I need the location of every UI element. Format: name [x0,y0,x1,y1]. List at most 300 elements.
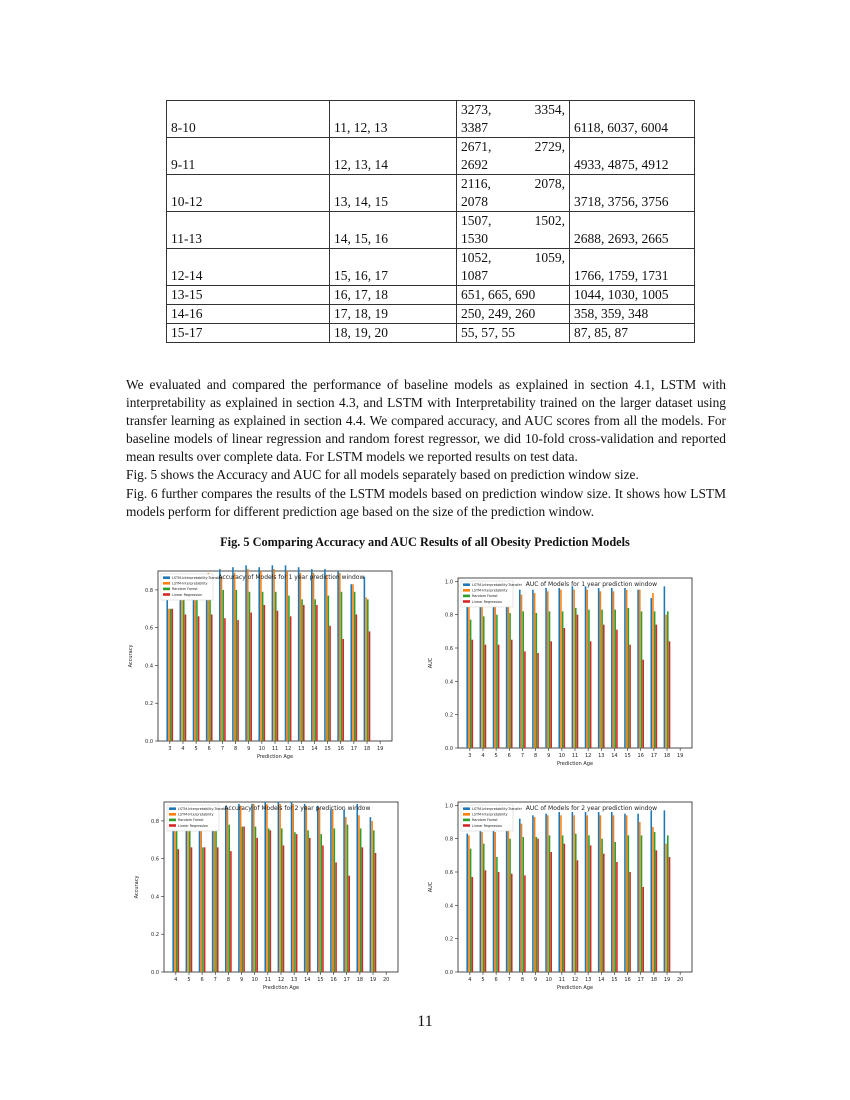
bar [590,641,592,748]
x-tick-label: 19 [376,746,384,752]
bar [222,590,224,741]
count-part: 2078, [534,176,565,191]
bar [600,591,602,748]
bar [664,810,666,972]
age-range-cell: 10-12 [167,175,330,212]
count-cell [457,138,570,175]
bar [290,616,292,741]
bar [371,821,373,972]
bar [314,599,316,741]
bar [281,828,283,972]
bar [170,609,172,741]
x-tick-label: 5 [194,746,198,752]
bar [247,569,249,741]
bar [493,825,495,972]
bar [547,591,549,748]
legend-label: LSTM-Interpretability [172,581,208,586]
auc-1yr-chart [420,572,700,772]
bar [307,830,309,972]
bar [536,613,538,748]
bar [335,862,337,972]
bar [524,875,526,972]
legend-swatch [169,819,176,822]
x-tick-label: 9 [247,746,251,752]
bar [306,806,308,972]
x-tick-label: 14 [598,977,605,983]
x-tick-label: 6 [507,753,511,759]
x-tick-label: 14 [611,753,618,759]
bar [665,615,667,748]
y-tick-label: 0.2 [151,932,159,939]
bar [298,567,300,741]
count-line-2: 1087 [461,268,488,283]
bar [560,590,562,748]
bar [356,804,358,972]
legend-label: LSTM-Interpretability-Transfer [172,576,222,580]
x-tick-label: 16 [330,977,337,983]
bar [468,835,470,972]
bar [616,630,618,748]
bar [483,844,485,972]
legend-swatch [463,589,470,592]
table-row [167,324,695,343]
x-tick-label: 12 [284,746,292,752]
bar [294,832,296,972]
total-count-cell: 3718, 3756, 3756 [570,175,695,212]
legend-swatch [463,819,470,822]
x-axis-label: Prediction Age [556,985,594,991]
bar [572,586,574,748]
count-part: 2671, [461,139,492,154]
bar [200,828,202,972]
bar [667,611,669,748]
bar [221,577,223,741]
x-tick-label: 15 [611,977,618,983]
bar [215,823,217,972]
bar [350,584,352,741]
y-axis-label: Accuracy [128,644,134,668]
bar [564,844,566,972]
bar [367,599,369,741]
legend-swatch [463,813,470,816]
bar [228,825,230,972]
bar [629,872,631,972]
bar [234,573,236,741]
bar [225,806,227,972]
count-line-1 [461,175,565,193]
x-tick-label: 13 [584,977,592,983]
x-tick-label: 18 [363,746,371,752]
bar [250,613,252,741]
legend-swatch [169,824,176,827]
bar [637,814,639,972]
x-tick-label: 19 [369,977,377,983]
y-axis-label: Accuracy [134,875,140,899]
bar [511,640,513,748]
x-tick-label: 10 [545,977,552,983]
count-part: 3354, [534,102,565,117]
bar [337,571,339,741]
count-line-1 [461,212,565,230]
x-tick-label: 4 [181,746,185,752]
bar [264,802,266,972]
bar [206,577,208,741]
total-count-cell: 358, 359, 348 [570,305,695,324]
count-part: 1502, [534,213,565,228]
x-tick-label: 8 [233,746,238,752]
count-cell: 651, 665, 690 [457,286,570,305]
bar [521,824,523,972]
bar [562,611,564,748]
bar [637,590,639,748]
bar [249,592,251,741]
bar [532,815,534,972]
legend-label: Linear Regression [472,823,503,828]
table-row [167,138,695,175]
bar [628,835,630,972]
bar [508,593,510,748]
bar [654,611,656,748]
bar [656,850,658,972]
bar [480,830,482,972]
bar [522,611,524,748]
bar [334,828,336,972]
bar [227,810,229,972]
bar [264,605,266,741]
bar [198,616,200,741]
table-row [167,212,695,249]
bar [196,590,198,741]
y-tick-label: 0.6 [445,646,453,652]
bar [493,603,495,748]
y-tick-label: 0.0 [145,739,153,745]
bar [509,613,511,748]
bar [255,827,257,972]
bar [573,590,575,748]
bar [217,847,219,972]
bar [586,590,588,748]
bar [650,598,652,748]
age-range-cell: 8-10 [167,101,330,138]
accuracy-2yr-chart [126,796,406,996]
figure-title: Fig. 5 Comparing Accuracy and AUC Results of all Obesity Prediction Models [220,535,630,549]
x-tick-label: 6 [207,746,211,752]
bar [629,645,631,748]
count-line-2: 3387 [461,120,488,135]
bar [585,812,587,972]
bar [534,593,536,748]
bar [642,887,644,972]
y-tick-label: 0.8 [445,836,453,843]
age-range-cell: 12-14 [167,249,330,286]
y-tick-label: 0.2 [445,712,453,719]
bar [522,837,524,972]
bar [614,610,616,748]
legend-swatch [463,595,470,598]
legend-label: Random Forest [472,594,498,599]
y-tick-label: 0.8 [145,587,153,594]
x-tick-label: 10 [251,977,258,983]
bar [498,645,500,748]
bar [191,847,193,972]
bar [356,614,358,741]
bar [232,567,234,741]
bar [524,651,526,748]
legend-swatch [463,600,470,603]
x-tick-label: 7 [213,977,217,983]
bar [564,628,566,748]
bar [519,819,521,972]
bar [642,660,644,748]
bar [624,588,626,748]
bar [652,593,654,748]
bar [537,839,539,972]
legend-swatch [163,582,170,585]
count-cell [457,101,570,138]
bar [279,804,281,972]
age-range-cell: 15-17 [167,324,330,343]
bar [256,838,258,972]
age-range-cell: 9-11 [167,138,330,175]
bar [189,825,191,972]
total-count-cell: 87, 85, 87 [570,324,695,343]
bar [532,590,534,748]
x-tick-label: 4 [174,977,178,983]
count-cell [457,212,570,249]
y-tick-label: 1.0 [445,803,453,810]
bar [470,620,472,748]
x-tick-label: 19 [663,977,671,983]
bar [187,819,189,972]
bar [224,618,226,741]
bar [194,579,196,741]
bar [585,586,587,748]
bar [600,815,602,972]
legend-label: Linear Regression [178,823,209,828]
x-tick-label: 17 [350,746,358,752]
chart-title: AUC of Models for 1 year prediction window [525,581,658,588]
bar [466,834,468,972]
bar [364,577,366,741]
bar [172,827,174,972]
bar [339,573,341,741]
bar [669,857,671,972]
bar [330,810,332,972]
bar [536,837,538,972]
bar [573,815,575,972]
bar [288,596,290,741]
bar [601,839,603,972]
bar [590,845,592,972]
legend-swatch [163,576,170,579]
bar [272,565,274,741]
bar [586,815,588,972]
bar [181,579,183,741]
bar [313,573,315,741]
bar [547,815,549,972]
bar [656,625,658,748]
bar [572,812,574,972]
x-tick-label: 8 [533,753,538,759]
bar [639,822,641,972]
bar [506,598,508,748]
bar [558,588,560,748]
bar [481,832,483,972]
x-tick-label: 11 [571,753,579,759]
x-tick-label: 10 [258,746,266,752]
bar [317,806,319,972]
legend-label: LSTM-Interpretability [472,588,508,593]
legend-swatch [463,807,470,810]
x-tick-label: 8 [226,977,231,983]
bar [611,812,613,972]
page-number: 11 [417,1013,433,1030]
bar [369,631,371,741]
bar [485,870,487,972]
x-axis-label: Prediction Age [556,761,594,767]
y-tick-label: 1.0 [445,579,453,586]
x-tick-label: 14 [311,746,318,752]
bar [537,653,539,748]
bar [275,592,277,741]
x-tick-label: 5 [481,977,485,983]
y-tick-label: 0.0 [151,970,159,976]
chart-title: AUC of Models for 2 year prediction window [525,805,658,812]
accuracy-1yr-chart [120,565,400,765]
x-tick-label: 7 [507,977,511,983]
legend-label: LSTM-Interpretability-Transfer [472,807,522,811]
x-tick-label: 12 [584,753,592,759]
bar [549,611,551,748]
x-tick-label: 18 [650,977,658,983]
bar [266,804,268,972]
bar [240,806,242,972]
x-tick-label: 9 [239,977,244,983]
bar [654,832,656,972]
bar [212,810,214,972]
y-tick-label: 0.0 [445,970,453,976]
x-tick-label: 7 [220,746,225,752]
x-tick-label: 6 [494,977,498,983]
bar [328,596,330,741]
x-tick-label: 7 [520,753,525,759]
bar [251,804,253,972]
bar [316,605,318,741]
bar [347,825,349,972]
legend-label: Random Forest [178,818,204,823]
x-tick-label: 18 [663,753,671,759]
count-line-1 [461,138,565,156]
x-tick-label: 12 [571,977,579,983]
x-axis-label: Prediction Age [256,754,294,760]
count-part: 3273, [461,102,492,117]
bar [309,838,311,972]
bar [641,611,643,748]
prediction-age-cell: 18, 19, 20 [330,324,457,343]
bar [577,860,579,972]
x-tick-label: 9 [533,977,538,983]
bar [472,877,474,972]
bar [204,847,206,972]
count-cell [457,175,570,212]
legend-label: LSTM-Interpretability-Transfer [178,807,228,811]
prediction-age-cell: 14, 15, 16 [330,212,457,249]
x-tick-label: 13 [290,977,298,983]
bar [178,849,180,972]
bar [480,601,482,748]
x-tick-label: 11 [558,977,566,983]
bar [285,565,287,741]
count-line-1 [461,249,565,267]
x-tick-label: 16 [337,746,344,752]
age-range-cell: 14-16 [167,305,330,324]
y-tick-label: 0.6 [145,625,153,632]
bar [342,639,344,741]
bar [352,584,354,741]
bar [558,812,560,972]
paragraph-results: We evaluated and compared the performance of baseline models as explained in section 4.1, LSTM with interpretability as explained in section 4.3, and LSTM with Interpretability trained on the larger dataset using transfer learning as explained in section 4.4. We compared accuracy, and AUC scores from all the models. For baseline models of linear regression and random forest regressor, we did 10-fold cross-validation and reported mean results over complete data. For LSTM models we reported results on test data. [126,377,726,465]
legend-label: Linear Regression [472,599,503,604]
bar [358,815,360,972]
bar [508,822,510,972]
legend-swatch [169,813,176,816]
prediction-age-cell: 13, 14, 15 [330,175,457,212]
bar [562,835,564,972]
bar [550,641,552,748]
x-tick-label: 20 [676,977,684,983]
x-tick-label: 19 [676,753,684,759]
age-range-cell: 13-15 [167,286,330,305]
x-tick-label: 13 [298,746,305,752]
bar [242,827,244,972]
bar [329,626,331,741]
bar [616,862,618,972]
chart-title: Accuracy of Models for 2 year prediction window [224,805,371,812]
bar [588,610,590,748]
bar [296,834,298,972]
bar [245,565,247,741]
bar [664,586,666,748]
x-tick-label: 15 [317,977,324,983]
bar [304,804,306,972]
count-line-2: 2692 [461,157,488,172]
total-count-cell: 6118, 6037, 6004 [570,101,695,138]
bar [243,827,245,972]
legend-label: LSTM-Interpretability [472,812,508,817]
bar [172,609,174,741]
bar [301,599,303,741]
bar [614,842,616,972]
paragraph-fig5: Fig. 5 shows the Accuracy and AUC for all models separately based on prediction window size. [126,467,639,483]
age-range-cell: 11-13 [167,212,330,249]
bar [511,874,513,972]
count-line-1 [461,101,565,119]
y-axis-label: AUC [428,881,434,893]
bar [292,804,294,972]
bar [202,847,204,972]
count-cell [457,249,570,286]
x-tick-label: 20 [382,977,390,983]
bar [598,812,600,972]
bar [494,832,496,972]
bar [348,876,350,972]
bar [598,588,600,748]
legend-swatch [163,588,170,591]
legend-swatch [169,807,176,810]
bar [176,828,178,972]
bar [577,615,579,748]
bar [193,577,195,741]
